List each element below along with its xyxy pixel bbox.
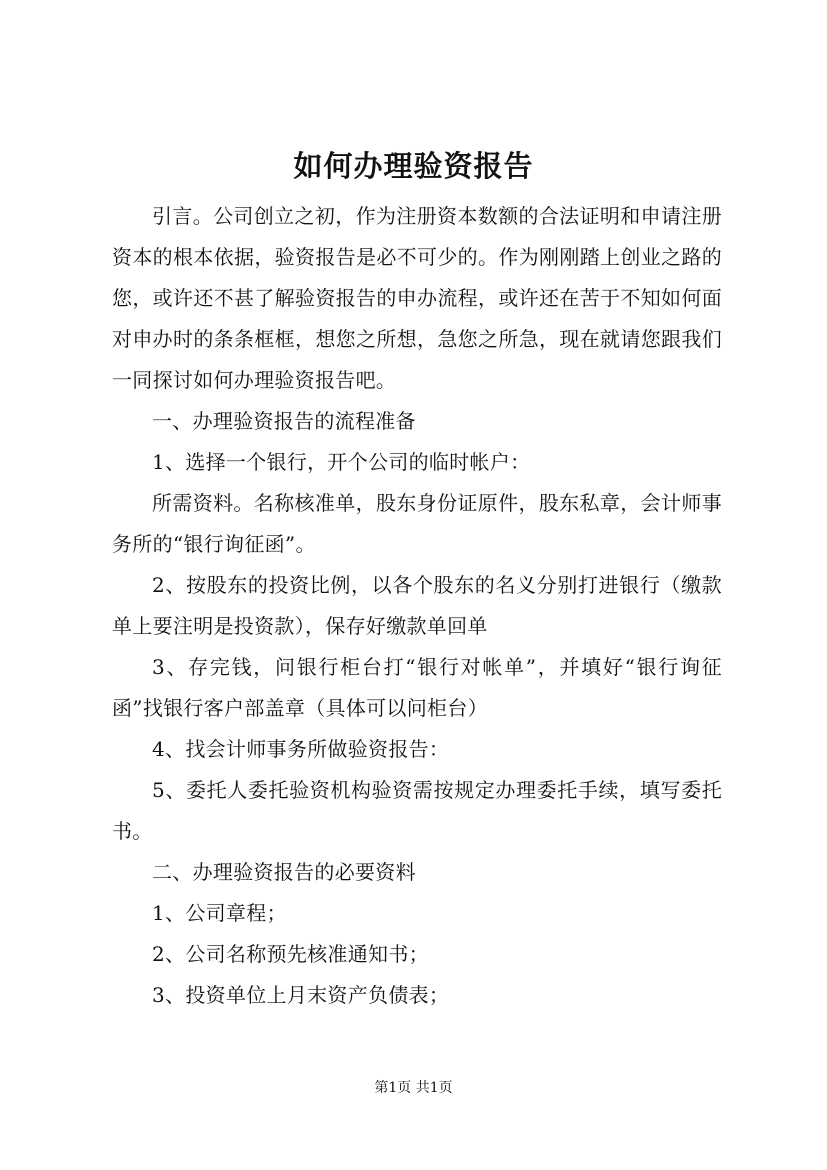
material-item-2: 2、公司名称预先核准通知书； — [152, 942, 429, 966]
step-3: 3、存完钱，问银行柜台打“银行对帐单”，并填好“银行询征函”找银行客户部盖章（具体可以问柜台） — [112, 655, 722, 720]
document-title: 如何办理验资报告 — [293, 149, 534, 183]
material-item-1: 1、公司章程； — [152, 901, 287, 925]
section-heading-process: 一、办理验资报告的流程准备 — [152, 409, 416, 433]
paragraph-required-materials: 所需资料。名称核准单，股东身份证原件，股东私章，会计师事务所的“银行询征函”。 — [112, 491, 722, 556]
material-item-3: 3、投资单位上月末资产负债表； — [152, 983, 450, 1007]
section-heading-materials: 二、办理验资报告的必要资料 — [152, 860, 416, 884]
step-5: 5、委托人委托验资机构验资需按规定办理委托手续，填写委托书。 — [112, 778, 722, 843]
step-4: 4、找会计师事务所做验资报告： — [152, 737, 450, 761]
paragraph-intro: 引言。公司创立之初，作为注册资本数额的合法证明和申请注册资本的根本依据，验资报告是必不可少的。作为刚刚踏上创业之路的您，或许还不甚了解验资报告的申办流程，或许还在苦于不知如何面对申办时的条条框框，想您之所想，急您之所急，现在就请您跟我们一同探讨如何办理验资报告吧。 — [112, 204, 722, 392]
page-footer: 第1页 共1页 — [374, 1080, 453, 1096]
document-body — [112, 196, 722, 1016]
step-2: 2、按股东的投资比例，以各个股东的名义分别打进银行（缴款单上要注明是投资款），保存好缴款单回单 — [112, 573, 722, 638]
step-1: 1、选择一个银行，开个公司的临时帐户： — [152, 450, 531, 474]
